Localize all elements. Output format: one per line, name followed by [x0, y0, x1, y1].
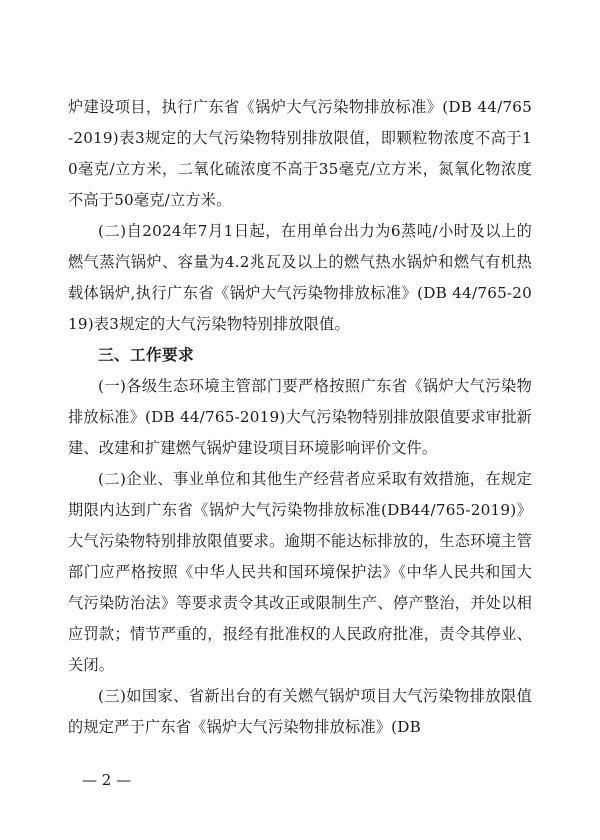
paragraph-requirement-3: (三)如国家、省新出台的有关燃气锅炉项目大气污染物排放限值的规定严于广东省《锅炉大气污染物排放标准》(DB — [68, 687, 532, 736]
paragraph-requirement-1: (一)各级生态环境主管部门要严格按照广东省《锅炉大气污染物排放标准》(DB 44/765-2019)大气污染物特别排放限值要求审批新建、改建和扩建燃气锅炉建设项目环境影响评价文件。 — [68, 377, 532, 457]
section-heading-work-requirements: 三、工作要求 — [98, 346, 194, 364]
page-number: — 2 — — [82, 771, 132, 789]
paragraph-requirement-2: (二)企业、事业单位和其他生产经营者应采取有效措施，在规定期限内达到广东省《锅炉大气污染物排放标准(DB44/765-2019)》大气污染物特别排放限值要求。逾期不能达标排放的，生态环境主管部门应严格按照《中华人民共和国环境保护法》《中华人民共和国大气污染防治法》等要求责令其改正或限制生产、停产整治，并处以相应罚款；情节严重的，报经有批准权的人民政府批准，责令其停业、关闭。 — [68, 470, 532, 674]
paragraph-continuation: 炉建设项目，执行广东省《锅炉大气污染物排放标准》(DB 44/765-2019)表3规定的大气污染物特别排放限值，即颗粒物浓度不高于10毫克/立方米，二氧化硫浓度不高于35毫克/立方米，氮氧化物浓度不高于50毫克/立方米。 — [68, 98, 532, 209]
document-body — [68, 92, 532, 743]
paragraph-item-2-schedule: (二)自2024年7月1日起，在用单台出力为6蒸吨/小时及以上的燃气蒸汽锅炉、容量为4.2兆瓦及以上的燃气热水锅炉和燃气有机热载体锅炉,执行广东省《锅炉大气污染物排放标准》(DB 44/765-2019)表3规定的大气污染物特别排放限值。 — [68, 222, 532, 333]
